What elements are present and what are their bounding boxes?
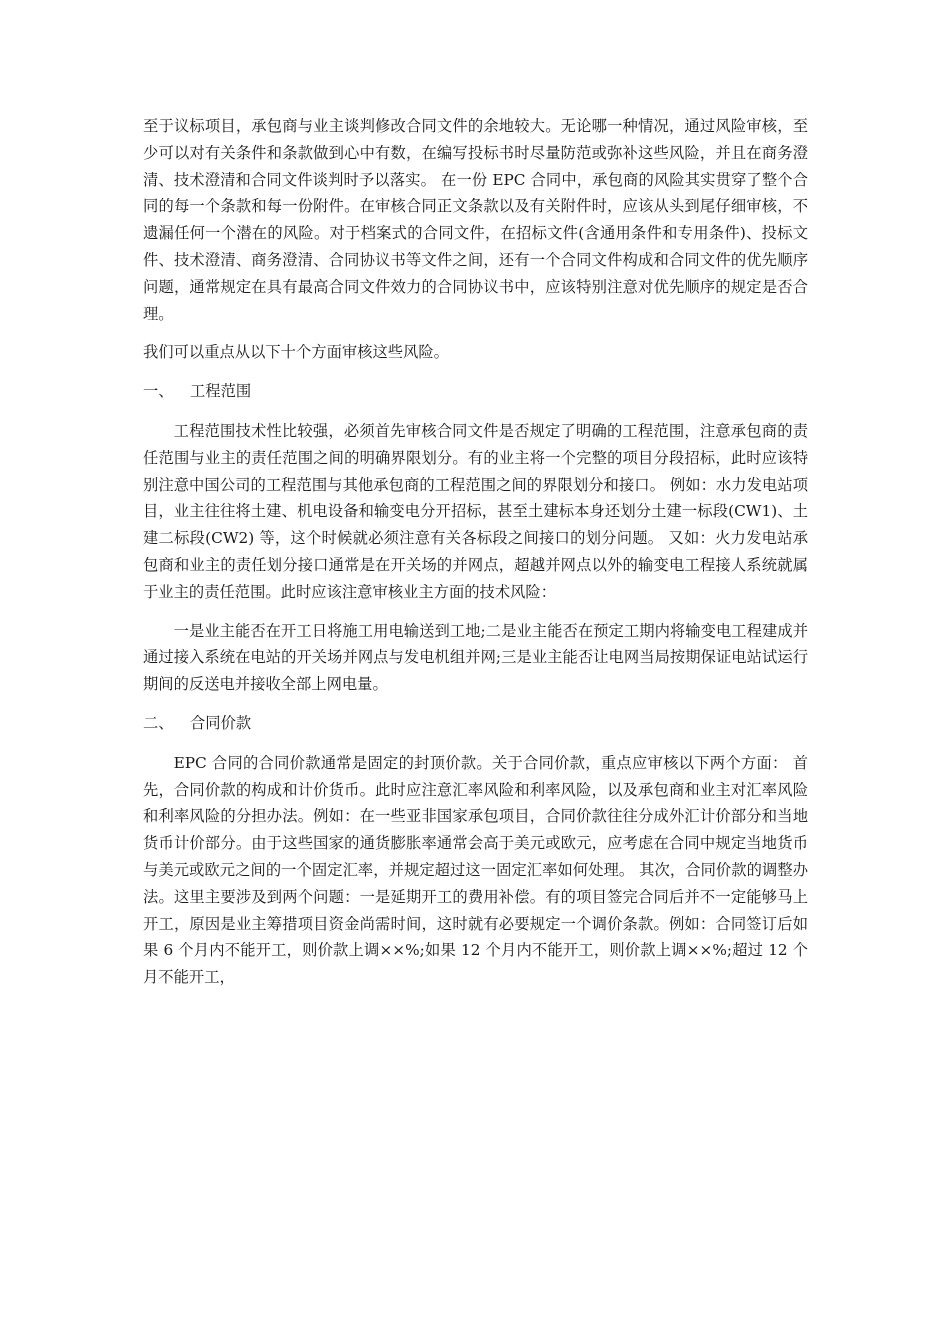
section-title: 工程范围 — [190, 382, 252, 401]
owner-risks-paragraph: 一是业主能否在开工日将施工用电输送到工地;二是业主能否在预定工期内将输变电工程建成并通过接入系统在电站的开关场并网点与发电机组并网;三是业主能否让电网当局按期保证电站试运行期间的反送电并接收全部上网电量。 — [143, 621, 808, 694]
section-number: 二、 — [143, 713, 174, 732]
scope-paragraph: 工程范围技术性比较强，必须首先审核合同文件是否规定了明确的工程范围，注意承包商的责任范围与业主的责任范围之间的明确界限划分。有的业主将一个完整的项目分段招标，此时应该特别注意中国公司的工程范围与其他承包商的工程范围之间的界限划分和接口。 例如：水力发电站项目，业主往往将土建、机电设备和输变电分开招标，甚至土建标本身还划分土建一标段(CW1)、土建二标段(CW2) 等，这个时候就必须注意有关各标段之间接口的划分问题。 又如：火力发电站承包商和业主的责任划分接口通常是在开关场的并网点，超越并网点以外的输变电工程接人系统就属于业主的责任范围。此时应该注意审核业主方面的技术风险： — [143, 421, 808, 601]
ten-aspects-paragraph: 我们可以重点从以下十个方面审核这些风险。 — [143, 343, 449, 362]
section-title: 合同价款 — [190, 713, 252, 732]
document-page — [143, 113, 808, 1003]
price-paragraph: EPC 合同的合同价款通常是固定的封顶价款。关于合同价款，重点应审核以下两个方面： 首先，合同价款的构成和计价货币。此时应注意汇率风险和利率风险，以及承包商和业主对汇率风险和利率风险的分担办法。例如：在一些亚非国家承包项目，合同价款往往分成外汇计价部分和当地货币计价部分。由于这些国家的通货膨胀率通常会高于美元或欧元，应考虑在合同中规定当地货币与美元或欧元之间的一个固定汇率，并规定超过这一固定汇率如何处理。 其次，合同价款的调整办法。这里主要涉及到两个问题：一是延期开工的费用补偿。有的项目签完合同后并不一定能够马上开工，原因是业主筹措项目资金尚需时间，这时就有必要规定一个调价条款。例如：合同签订后如果 6 个月内不能开工，则价款上调××%;如果 12 个月内不能开工，则价款上调××%;超过 12 个月不能开工， — [143, 753, 808, 987]
section-heading-price — [143, 710, 808, 737]
section-heading-scope — [143, 378, 808, 405]
section-number: 一、 — [143, 382, 174, 401]
intro-paragraph: 至于议标项目，承包商与业主谈判修改合同文件的余地较大。无论哪一种情况，通过风险审核，至少可以对有关条件和条款做到心中有数，在编写投标书时尽量防范或弥补这些风险，并且在商务澄清、技术澄清和合同文件谈判时予以落实。 在一份 EPC 合同中，承包商的风险其实贯穿了整个合同的每一个条款和每一份附件。在审核合同正文条款以及有关附件时，应该从头到尾仔细审核，不遗漏任何一个潜在的风险。对于档案式的合同文件，在招标文件(含通用条件和专用条件)、投标文件、技术澄清、商务澄清、合同协议书等文件之间，还有一个合同文件构成和合同文件的优先顺序问题，通常规定在具有最高合同文件效力的合同协议书中，应该特别注意对优先顺序的规定是否合理。 — [143, 117, 808, 323]
